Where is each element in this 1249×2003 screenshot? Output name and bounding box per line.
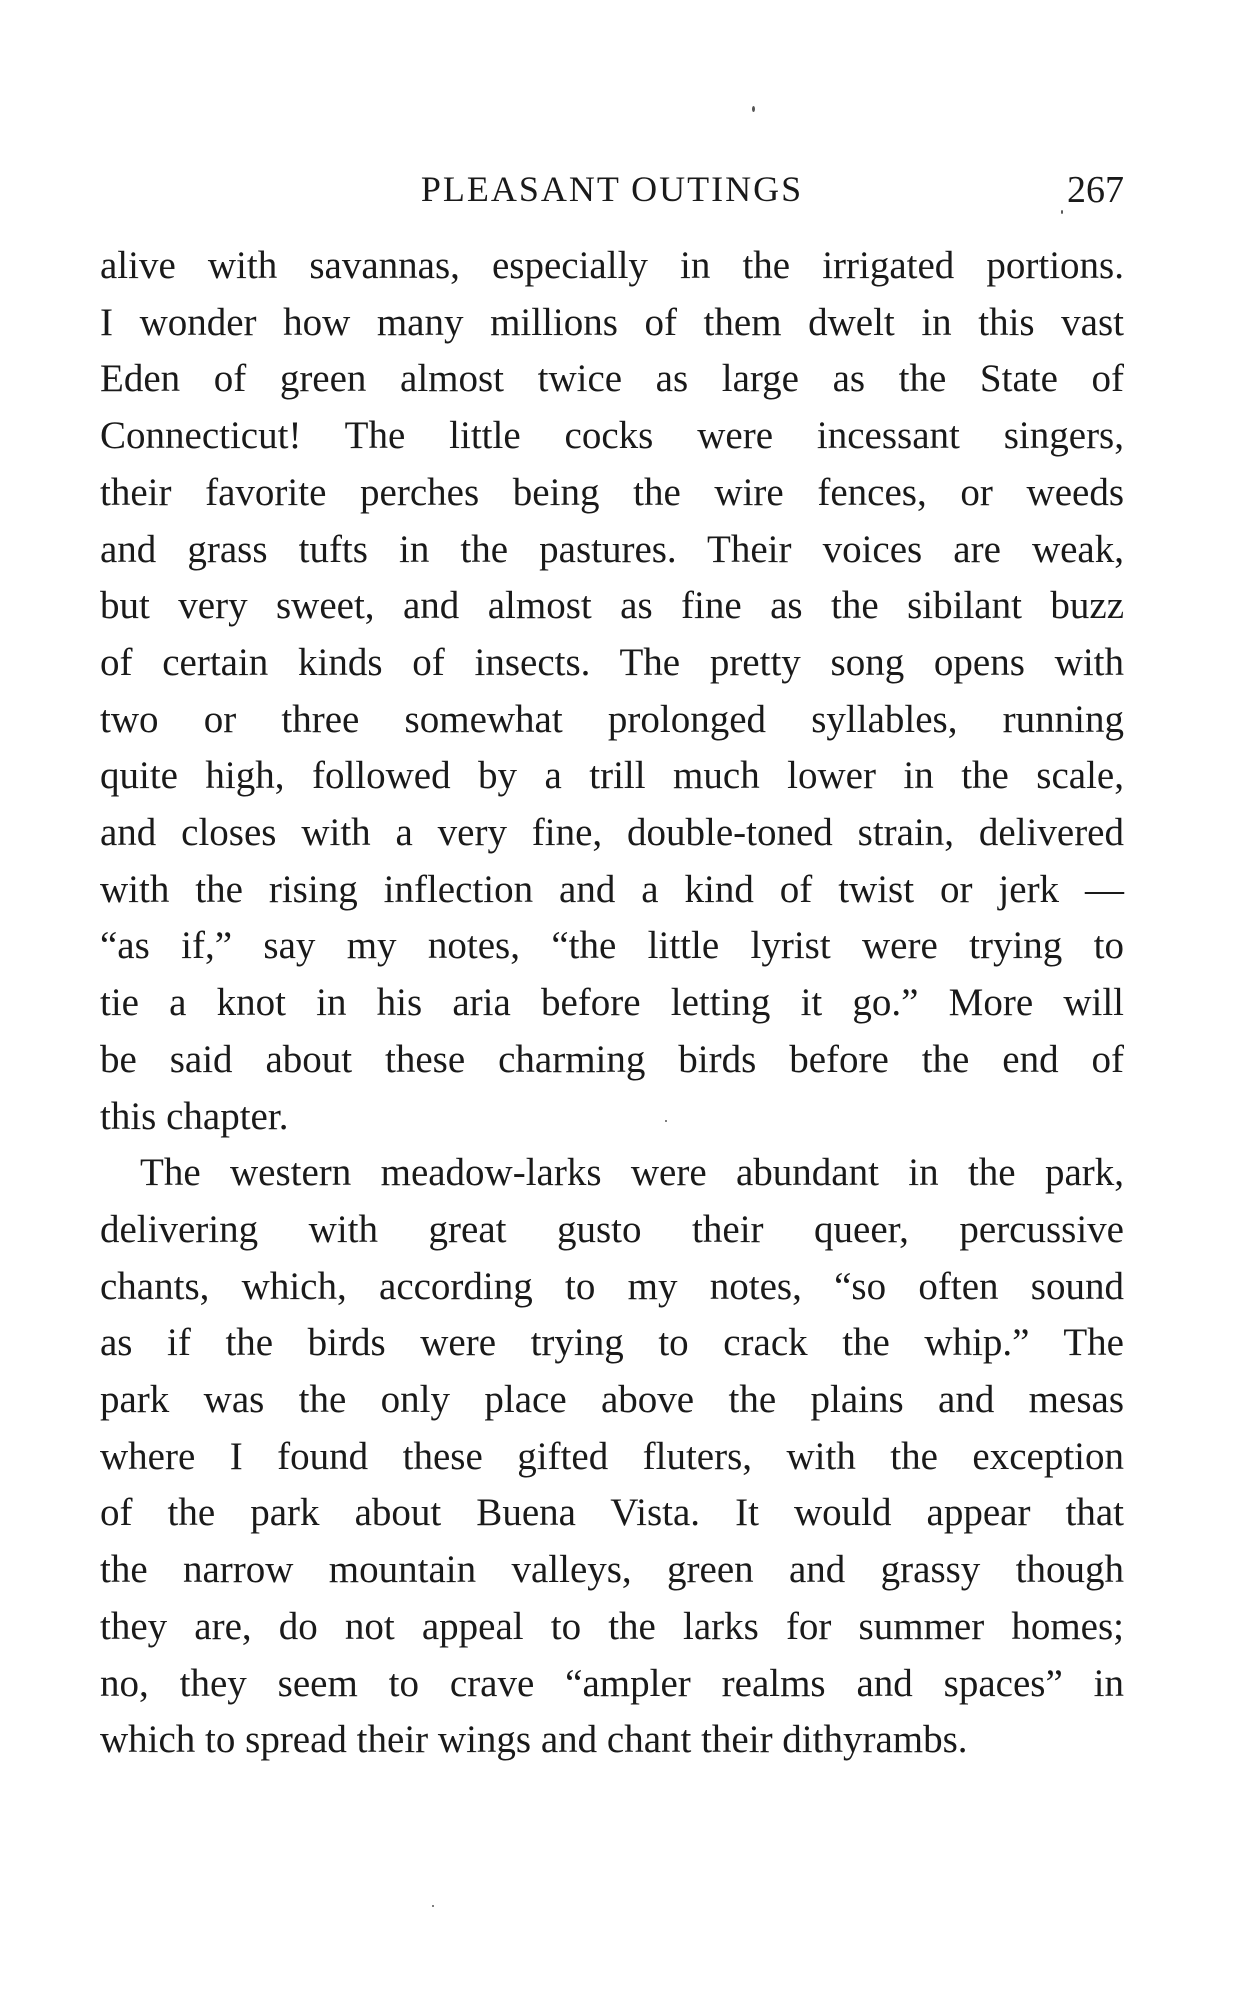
text-line: Connecticut! The little cocks were incessant singers, [100,414,1124,458]
text-line: chants, which, according to my notes, “so often sound [100,1264,1124,1308]
text-line: and closes with a very fine, double-toned strain, delivered [100,811,1124,855]
scan-speck [665,1120,667,1122]
scan-speck [432,1905,434,1907]
text-line: delivering with great gusto their queer, percussive [100,1207,1124,1251]
text-line: as if the birds were trying to crack the whip.” The [100,1321,1124,1365]
text-line: with the rising inflection and a kind of twist or jerk — [100,867,1124,911]
paragraph-1 [100,238,1124,1145]
scan-speck [752,106,755,112]
text-line: of certain kinds of insects. The pretty song opens with [100,640,1124,684]
text-line: tie a knot in his aria before letting it go.” More will [100,981,1124,1025]
text-line: two or three somewhat prolonged syllables, running [100,697,1124,741]
text-line: park was the only place above the plains and mesas [100,1378,1124,1422]
text-line: “as if,” say my notes, “the little lyrist were trying to [100,924,1124,968]
page-number: 267 [1067,169,1124,211]
text-line: their favorite perches being the wire fences, or weeds [100,470,1124,514]
text-line: and grass tufts in the pastures. Their voices are weak, [100,527,1124,571]
scan-speck [1061,210,1063,214]
page-header [100,168,1124,218]
body-text [100,238,1124,1769]
text-line: quite high, followed by a trill much lower in the scale, [100,754,1124,798]
text-line: this chapter. [100,1094,289,1138]
text-line: where I found these gifted fluters, with the exception [100,1434,1124,1478]
text-line: they are, do not appeal to the larks for summer homes; [100,1604,1124,1648]
text-line: alive with savannas, especially in the irrigated portions. [100,244,1124,287]
text-line: I wonder how many millions of them dwelt in this vast [100,300,1124,344]
text-line: of the park about Buena Vista. It would appear that [100,1491,1124,1535]
text-line: which to spread their wings and chant their dithyrambs. [100,1718,968,1762]
text-line: the narrow mountain valleys, green and grassy though [100,1548,1124,1592]
text-line: The western meadow-larks were abundant in the park, [140,1151,1124,1195]
running-head: PLEASANT OUTINGS [420,169,804,209]
text-line: Eden of green almost twice as large as the State of [100,357,1124,401]
text-line: but very sweet, and almost as fine as the sibilant buzz [100,584,1124,628]
text-line: no, they seem to crave “ampler realms and spaces” in [100,1661,1124,1705]
paragraph-2 [100,1145,1124,1769]
text-line: be said about these charming birds before the end of [100,1037,1124,1081]
